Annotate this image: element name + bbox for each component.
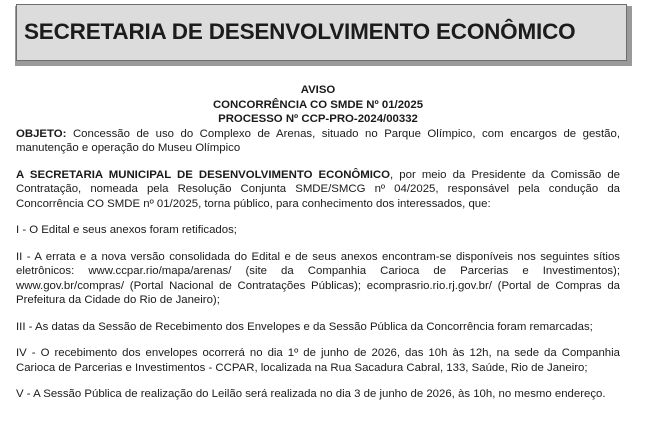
item-3: III - As datas da Sessão de Recebimento dos Envelopes e da Sessão Pública da Concorrência foram remarcadas; — [16, 320, 593, 333]
objeto-label: OBJETO: — [16, 127, 67, 140]
secretaria-name: A SECRETARIA MUNICIPAL DE DESENVOLVIMENTO ECONÔMICO — [16, 168, 391, 181]
notice-heading: AVISO — [300, 84, 336, 96]
intro-text: , por meio da Presidente da Comissão de Contratação, nomeada pela Resolução Conjunta SMDE/SMCG nº 04/2025, responsável pela condução da Concorrência CO SMDE nº 01/2025, torna público, para conhecimento dos interessados, que: — [16, 168, 620, 210]
objeto-text: Concessão de uso do Complexo de Arenas, situado no Parque Olímpico, com encargos de gestão, manutenção e operação do Museu Olímpico — [16, 127, 620, 154]
item-5: V - A Sessão Pública de realização do Leilão será realizada no dia 3 de junho de 2026, às 10h, no mesmo endereço. — [16, 388, 606, 400]
header-box — [16, 4, 627, 61]
item-1: I - O Edital e seus anexos foram retificados; — [16, 224, 237, 236]
intro-paragraph — [16, 168, 620, 212]
page-title: SECRETARIA DE DESENVOLVIMENTO ECONÔMICO — [24, 19, 576, 44]
objeto-paragraph — [16, 127, 620, 156]
concorrencia-number: CONCORRÊNCIA CO SMDE Nº 01/2025 — [212, 98, 424, 111]
processo-number: PROCESSO Nº CCP-PRO-2024/00332 — [218, 113, 418, 125]
item-4: IV - O recebimento dos envelopes ocorrerá no dia 1º de junho de 2026, das 10h às 12h, na sede da Companhia Carioca de Parcerias e Investimentos - CCPAR, localizada na Rua Sacadura Cabral, 133, Saúde, Rio de Janeiro; — [16, 347, 620, 374]
item-2: II - A errata e a nova versão consolidada do Edital e de seus anexos encontram-se disponíveis nos seguintes sítios eletrônicos: www.ccpar.rio/mapa/arenas/ (site da Companhia Carioca de Parcerias e Investimentos); www.gov.br/compras/ (Portal Nacional de Contratações Públicas); ecomprasrio.rio.rj.gov.br/ (Portal de Compras da Prefeitura da Cidade do Rio de Janeiro); — [16, 250, 620, 306]
notice-body — [16, 83, 620, 402]
